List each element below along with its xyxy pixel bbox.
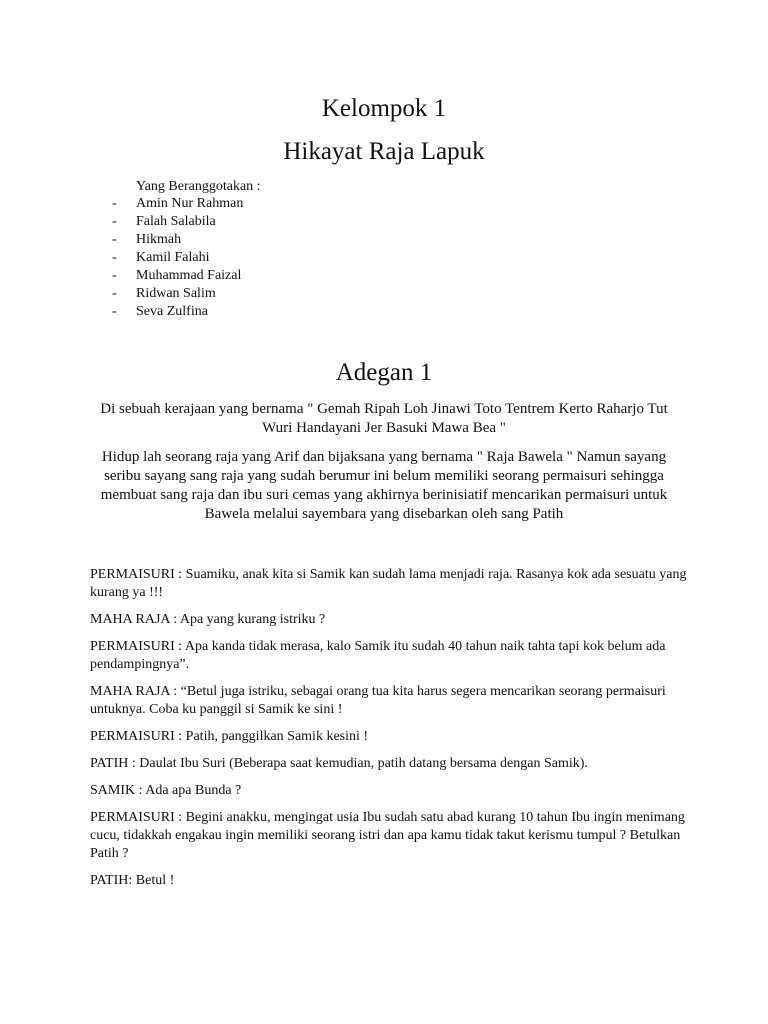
dialogue-line: PERMAISURI : Apa kanda tidak merasa, kalo Samik itu sudah 40 tahun naik tahta tapi kok belum ada pendampingnya”. bbox=[90, 639, 666, 672]
dialogue-line: PATIH : Daulat Ibu Suri (Beberapa saat kemudian, patih datang bersama dengan Samik). bbox=[90, 756, 588, 771]
dialogue-line: PERMAISURI : Patih, panggilkan Samik kesini ! bbox=[90, 729, 369, 744]
list-item bbox=[0, 285, 243, 303]
member-name: Muhammad Faizal bbox=[136, 268, 242, 283]
dialogue-line: MAHA RAJA : Apa yang kurang istriku ? bbox=[90, 612, 326, 627]
list-item bbox=[0, 303, 243, 321]
member-name: Seva Zulfina bbox=[136, 304, 208, 319]
scene-heading: Adegan 1 bbox=[335, 359, 433, 386]
dialogue-line: MAHA RAJA : “Betul juga istriku, sebagai orang tua kita harus segera mencarikan seorang permaisuri untuknya. Coba ku panggil si Samik ke sini ! bbox=[90, 684, 666, 717]
member-name: Ridwan Salim bbox=[136, 286, 216, 301]
dialogue-line: PERMAISURI : Begini anakku, mengingat usia Ibu sudah satu abad kurang 10 tahun Ibu ingin menimang cucu, tidakkah engakau ingin memiliki seorang istri dan apa kamu tidak takut kerismu tumpul ? Betulkan Patih ? bbox=[90, 810, 685, 861]
bullet-dash: - bbox=[112, 268, 117, 283]
dialogue-line: PERMAISURI : Suamiku, anak kita si Samik kan sudah lama menjadi raja. Rasanya kok ada sesuatu yang kurang ya !!! bbox=[90, 567, 687, 600]
bullet-dash: - bbox=[112, 304, 117, 319]
member-list bbox=[0, 195, 243, 321]
list-item bbox=[0, 231, 243, 249]
dialogue-section bbox=[90, 566, 690, 899]
story-title: Hikayat Raja Lapuk bbox=[283, 138, 485, 165]
bullet-dash: - bbox=[112, 286, 117, 301]
dialogue-line: SAMIK : Ada apa Bunda ? bbox=[90, 783, 242, 798]
bullet-dash: - bbox=[112, 214, 117, 229]
list-item bbox=[0, 213, 243, 231]
member-name: Hikmah bbox=[136, 232, 182, 247]
dialogue-line: PATIH: Betul ! bbox=[90, 873, 175, 888]
member-name: Falah Salabila bbox=[136, 214, 216, 229]
bullet-dash: - bbox=[112, 196, 117, 211]
member-name: Amin Nur Rahman bbox=[136, 196, 244, 211]
narration-paragraph: Di sebuah kerajaan yang bernama " Gemah Ripah Loh Jinawi Toto Tentrem Kerto Raharjo Tut Wuri Handayani Jer Basuki Mawa Bea " bbox=[100, 401, 668, 436]
bullet-dash: - bbox=[112, 250, 117, 265]
group-heading: Kelompok 1 bbox=[321, 95, 447, 122]
members-intro: Yang Beranggotakan : bbox=[136, 179, 261, 194]
list-item bbox=[0, 267, 243, 285]
list-item bbox=[0, 249, 243, 267]
member-name: Kamil Falahi bbox=[136, 250, 210, 265]
narration-paragraph: Hidup lah seorang raja yang Arif dan bijaksana yang bernama " Raja Bawela " Namun sayang seribu sayang sang raja yang sudah berumur ini belum memiliki seorang permaisuri sehingga membuat sang raja dan ibu suri cemas yang akhirnya berinisiatif mencarikan permaisuri untuk Bawela melalui sayembara yang disebarkan oleh sang Patih bbox=[100, 449, 668, 522]
list-item bbox=[0, 195, 243, 213]
bullet-dash: - bbox=[112, 232, 117, 247]
